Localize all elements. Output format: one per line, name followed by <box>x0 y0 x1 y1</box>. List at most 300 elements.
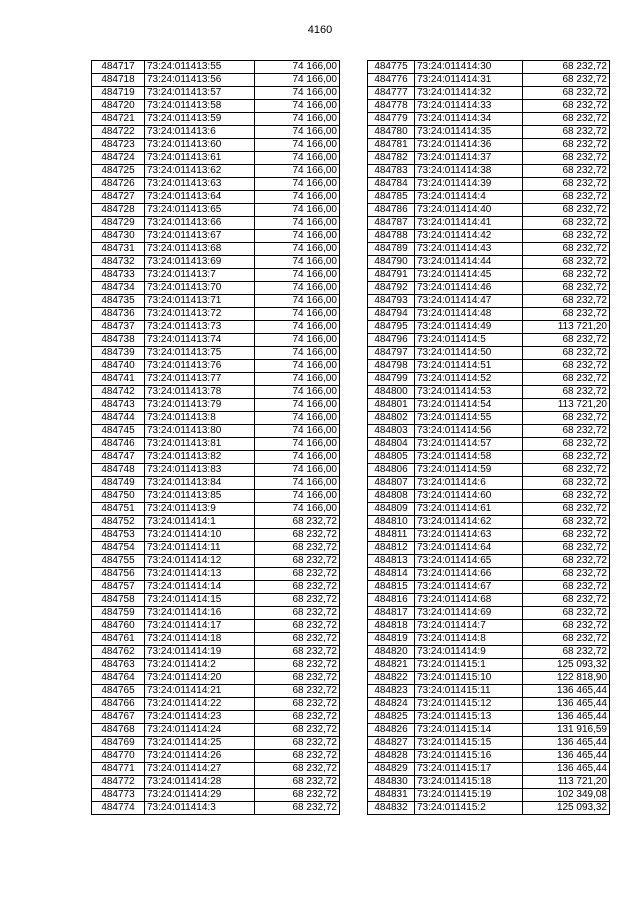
table-row <box>368 347 610 360</box>
table-row <box>368 698 610 711</box>
table-row <box>92 100 340 113</box>
table-row <box>368 243 610 256</box>
record-number-cell: 484801 <box>368 399 415 412</box>
table-row <box>368 126 610 139</box>
value-cell: 68 232,72 <box>523 542 610 555</box>
value-cell: 74 166,00 <box>255 269 340 282</box>
table-row <box>92 529 340 542</box>
cadastral-number-cell: 73:24:011414:3 <box>145 802 255 815</box>
table-row <box>368 360 610 373</box>
table-row <box>92 451 340 464</box>
record-number-cell: 484789 <box>368 243 415 256</box>
table-row <box>368 620 610 633</box>
cadastral-number-cell: 73:24:011414:25 <box>145 737 255 750</box>
cadastral-number-cell: 73:24:011415:13 <box>415 711 523 724</box>
table-row <box>92 620 340 633</box>
value-cell: 74 166,00 <box>255 438 340 451</box>
value-cell: 68 232,72 <box>523 529 610 542</box>
cadastral-number-cell: 73:24:011415:12 <box>415 698 523 711</box>
table-row <box>92 438 340 451</box>
value-cell: 74 166,00 <box>255 139 340 152</box>
cadastral-number-cell: 73:24:011414:19 <box>145 646 255 659</box>
record-number-cell: 484732 <box>92 256 145 269</box>
table-row <box>368 152 610 165</box>
value-cell: 68 232,72 <box>255 568 340 581</box>
cadastral-number-cell: 73:24:011414:13 <box>145 568 255 581</box>
cadastral-number-cell: 73:24:011415:16 <box>415 750 523 763</box>
value-cell: 68 232,72 <box>255 659 340 672</box>
record-number-cell: 484806 <box>368 464 415 477</box>
table-row <box>92 464 340 477</box>
cadastral-number-cell: 73:24:011414:57 <box>415 438 523 451</box>
record-number-cell: 484751 <box>92 503 145 516</box>
value-cell: 74 166,00 <box>255 87 340 100</box>
record-number-cell: 484738 <box>92 334 145 347</box>
record-number-cell: 484722 <box>92 126 145 139</box>
cadastral-number-cell: 73:24:011413:82 <box>145 451 255 464</box>
cadastral-number-cell: 73:24:011414:61 <box>415 503 523 516</box>
value-cell: 68 232,72 <box>523 74 610 87</box>
value-cell: 102 349,08 <box>523 789 610 802</box>
table-row <box>92 399 340 412</box>
cadastral-number-cell: 73:24:011414:66 <box>415 568 523 581</box>
cadastral-number-cell: 73:24:011414:8 <box>415 633 523 646</box>
value-cell: 68 232,72 <box>523 191 610 204</box>
record-number-cell: 484816 <box>368 594 415 607</box>
value-cell: 74 166,00 <box>255 256 340 269</box>
table-row <box>92 737 340 750</box>
record-number-cell: 484776 <box>368 74 415 87</box>
record-number-cell: 484745 <box>92 425 145 438</box>
table-row <box>368 594 610 607</box>
value-cell: 74 166,00 <box>255 464 340 477</box>
record-number-cell: 484808 <box>368 490 415 503</box>
record-number-cell: 484742 <box>92 386 145 399</box>
table-row <box>92 165 340 178</box>
record-number-cell: 484736 <box>92 308 145 321</box>
record-number-cell: 484759 <box>92 607 145 620</box>
table-row <box>92 230 340 243</box>
record-number-cell: 484781 <box>368 139 415 152</box>
table-row <box>92 373 340 386</box>
value-cell: 68 232,72 <box>523 230 610 243</box>
table-row <box>368 321 610 334</box>
table-row <box>368 607 610 620</box>
table-row <box>92 503 340 516</box>
value-cell: 68 232,72 <box>255 685 340 698</box>
cadastral-number-cell: 73:24:011414:11 <box>145 542 255 555</box>
record-number-cell: 484774 <box>92 802 145 815</box>
table-row <box>92 256 340 269</box>
table-row <box>368 711 610 724</box>
value-cell: 68 232,72 <box>523 61 610 74</box>
cadastral-number-cell: 73:24:011414:40 <box>415 204 523 217</box>
value-cell: 68 232,72 <box>523 295 610 308</box>
record-number-cell: 484814 <box>368 568 415 581</box>
value-cell: 68 232,72 <box>255 802 340 815</box>
record-number-cell: 484764 <box>92 672 145 685</box>
cadastral-number-cell: 73:24:011414:29 <box>145 789 255 802</box>
table-row <box>368 633 610 646</box>
table-row <box>92 347 340 360</box>
value-cell: 131 916,59 <box>523 724 610 737</box>
table-row <box>92 776 340 789</box>
value-cell: 74 166,00 <box>255 386 340 399</box>
value-cell: 68 232,72 <box>255 542 340 555</box>
table-row <box>92 607 340 620</box>
table-row <box>368 165 610 178</box>
table-row <box>92 750 340 763</box>
table-row <box>92 386 340 399</box>
value-cell: 68 232,72 <box>523 503 610 516</box>
value-cell: 68 232,72 <box>523 594 610 607</box>
record-number-cell: 484756 <box>92 568 145 581</box>
value-cell: 68 232,72 <box>255 516 340 529</box>
table-row <box>368 568 610 581</box>
cadastral-number-cell: 73:24:011414:41 <box>415 217 523 230</box>
table-row <box>92 243 340 256</box>
record-number-cell: 484818 <box>368 620 415 633</box>
record-number-cell: 484787 <box>368 217 415 230</box>
cadastral-number-cell: 73:24:011414:62 <box>415 516 523 529</box>
record-number-cell: 484740 <box>92 360 145 373</box>
value-cell: 68 232,72 <box>523 360 610 373</box>
table-row <box>92 126 340 139</box>
cadastral-number-cell: 73:24:011414:15 <box>145 594 255 607</box>
table-row <box>368 386 610 399</box>
record-number-cell: 484725 <box>92 165 145 178</box>
record-number-cell: 484810 <box>368 516 415 529</box>
table-row <box>92 295 340 308</box>
value-cell: 68 232,72 <box>523 126 610 139</box>
table-row <box>92 152 340 165</box>
cadastral-number-cell: 73:24:011415:11 <box>415 685 523 698</box>
record-number-cell: 484780 <box>368 126 415 139</box>
value-cell: 68 232,72 <box>255 724 340 737</box>
record-number-cell: 484762 <box>92 646 145 659</box>
table-row <box>368 282 610 295</box>
cadastral-number-cell: 73:24:011413:72 <box>145 308 255 321</box>
cadastral-number-cell: 73:24:011413:84 <box>145 477 255 490</box>
value-cell: 68 232,72 <box>523 568 610 581</box>
record-number-cell: 484813 <box>368 555 415 568</box>
cadastral-number-cell: 73:24:011414:48 <box>415 308 523 321</box>
value-cell: 68 232,72 <box>255 633 340 646</box>
cadastral-number-cell: 73:24:011414:46 <box>415 282 523 295</box>
cadastral-number-cell: 73:24:011414:21 <box>145 685 255 698</box>
record-number-cell: 484763 <box>92 659 145 672</box>
record-number-cell: 484734 <box>92 282 145 295</box>
table-row <box>92 763 340 776</box>
cadastral-number-cell: 73:24:011415:19 <box>415 789 523 802</box>
cadastral-number-cell: 73:24:011414:54 <box>415 399 523 412</box>
record-number-cell: 484766 <box>92 698 145 711</box>
cadastral-number-cell: 73:24:011414:59 <box>415 464 523 477</box>
cadastral-number-cell: 73:24:011414:65 <box>415 555 523 568</box>
value-cell: 68 232,72 <box>523 646 610 659</box>
cadastral-number-cell: 73:24:011414:9 <box>415 646 523 659</box>
value-cell: 74 166,00 <box>255 61 340 74</box>
table-row <box>92 711 340 724</box>
table-row <box>92 321 340 334</box>
value-cell: 68 232,72 <box>523 113 610 126</box>
cadastral-number-cell: 73:24:011413:79 <box>145 399 255 412</box>
value-cell: 68 232,72 <box>523 269 610 282</box>
record-number-cell: 484820 <box>368 646 415 659</box>
cadastral-number-cell: 73:24:011414:64 <box>415 542 523 555</box>
value-cell: 136 465,44 <box>523 698 610 711</box>
record-number-cell: 484731 <box>92 243 145 256</box>
value-cell: 74 166,00 <box>255 282 340 295</box>
cadastral-number-cell: 73:24:011415:14 <box>415 724 523 737</box>
value-cell: 68 232,72 <box>523 165 610 178</box>
record-number-cell: 484749 <box>92 477 145 490</box>
cadastral-number-cell: 73:24:011413:55 <box>145 61 255 74</box>
table-row <box>92 516 340 529</box>
cadastral-number-cell: 73:24:011413:78 <box>145 386 255 399</box>
record-number-cell: 484743 <box>92 399 145 412</box>
cadastral-number-cell: 73:24:011414:31 <box>415 74 523 87</box>
cadastral-number-cell: 73:24:011414:5 <box>415 334 523 347</box>
table-row <box>368 373 610 386</box>
value-cell: 68 232,72 <box>255 737 340 750</box>
record-number-cell: 484819 <box>368 633 415 646</box>
table-row <box>92 672 340 685</box>
cadastral-number-cell: 73:24:011414:14 <box>145 581 255 594</box>
record-number-cell: 484730 <box>92 230 145 243</box>
table-row <box>92 802 340 815</box>
cadastral-number-cell: 73:24:011414:53 <box>415 386 523 399</box>
cadastral-number-cell: 73:24:011413:85 <box>145 490 255 503</box>
table-row <box>92 191 340 204</box>
cadastral-number-cell: 73:24:011415:17 <box>415 763 523 776</box>
table-row <box>368 412 610 425</box>
value-cell: 68 232,72 <box>523 100 610 113</box>
record-number-cell: 484755 <box>92 555 145 568</box>
record-number-cell: 484741 <box>92 373 145 386</box>
cadastral-number-cell: 73:24:011414:50 <box>415 347 523 360</box>
value-cell: 136 465,44 <box>523 750 610 763</box>
cadastral-number-cell: 73:24:011413:81 <box>145 438 255 451</box>
table-row <box>368 230 610 243</box>
cadastral-number-cell: 73:24:011414:32 <box>415 87 523 100</box>
right-table-body <box>368 61 610 815</box>
table-row <box>92 477 340 490</box>
value-cell: 74 166,00 <box>255 373 340 386</box>
cadastral-number-cell: 73:24:011414:37 <box>415 152 523 165</box>
record-number-cell: 484760 <box>92 620 145 633</box>
table-row <box>368 542 610 555</box>
cadastral-number-cell: 73:24:011414:23 <box>145 711 255 724</box>
cadastral-number-cell: 73:24:011413:58 <box>145 100 255 113</box>
value-cell: 68 232,72 <box>523 581 610 594</box>
cadastral-number-cell: 73:24:011414:52 <box>415 373 523 386</box>
value-cell: 136 465,44 <box>523 685 610 698</box>
record-number-cell: 484733 <box>92 269 145 282</box>
record-number-cell: 484772 <box>92 776 145 789</box>
record-number-cell: 484720 <box>92 100 145 113</box>
value-cell: 68 232,72 <box>523 87 610 100</box>
cadastral-number-cell: 73:24:011413:65 <box>145 204 255 217</box>
value-cell: 125 093,32 <box>523 802 610 815</box>
value-cell: 74 166,00 <box>255 295 340 308</box>
table-row <box>92 698 340 711</box>
value-cell: 68 232,72 <box>255 529 340 542</box>
left-table-body <box>92 61 340 815</box>
record-number-cell: 484765 <box>92 685 145 698</box>
value-cell: 68 232,72 <box>523 477 610 490</box>
value-cell: 74 166,00 <box>255 451 340 464</box>
value-cell: 68 232,72 <box>255 672 340 685</box>
value-cell: 74 166,00 <box>255 74 340 87</box>
value-cell: 68 232,72 <box>523 204 610 217</box>
cadastral-number-cell: 73:24:011414:18 <box>145 633 255 646</box>
record-number-cell: 484786 <box>368 204 415 217</box>
cadastral-number-cell: 73:24:011413:73 <box>145 321 255 334</box>
record-number-cell: 484726 <box>92 178 145 191</box>
record-number-cell: 484752 <box>92 516 145 529</box>
record-number-cell: 484782 <box>368 152 415 165</box>
table-row <box>368 646 610 659</box>
cadastral-number-cell: 73:24:011413:80 <box>145 425 255 438</box>
record-number-cell: 484809 <box>368 503 415 516</box>
table-row <box>368 477 610 490</box>
record-number-cell: 484831 <box>368 789 415 802</box>
record-number-cell: 484793 <box>368 295 415 308</box>
cadastral-number-cell: 73:24:011413:9 <box>145 503 255 516</box>
table-row <box>368 217 610 230</box>
cadastral-number-cell: 73:24:011413:6 <box>145 126 255 139</box>
cadastral-number-cell: 73:24:011414:63 <box>415 529 523 542</box>
cadastral-number-cell: 73:24:011415:1 <box>415 659 523 672</box>
cadastral-number-cell: 73:24:011414:24 <box>145 724 255 737</box>
table-row <box>92 334 340 347</box>
cadastral-number-cell: 73:24:011414:60 <box>415 490 523 503</box>
value-cell: 74 166,00 <box>255 204 340 217</box>
table-row <box>368 74 610 87</box>
table-row <box>92 425 340 438</box>
value-cell: 125 093,32 <box>523 659 610 672</box>
record-number-cell: 484795 <box>368 321 415 334</box>
value-cell: 68 232,72 <box>523 555 610 568</box>
table-row <box>92 685 340 698</box>
value-cell: 68 232,72 <box>255 581 340 594</box>
cadastral-number-cell: 73:24:011414:1 <box>145 516 255 529</box>
cadastral-number-cell: 73:24:011413:75 <box>145 347 255 360</box>
value-cell: 74 166,00 <box>255 152 340 165</box>
table-row <box>368 204 610 217</box>
value-cell: 68 232,72 <box>255 646 340 659</box>
record-number-cell: 484794 <box>368 308 415 321</box>
value-cell: 68 232,72 <box>523 607 610 620</box>
record-number-cell: 484798 <box>368 360 415 373</box>
value-cell: 74 166,00 <box>255 230 340 243</box>
cadastral-number-cell: 73:24:011413:56 <box>145 74 255 87</box>
value-cell: 68 232,72 <box>255 776 340 789</box>
record-number-cell: 484829 <box>368 763 415 776</box>
record-number-cell: 484758 <box>92 594 145 607</box>
table-row <box>92 360 340 373</box>
cadastral-number-cell: 73:24:011414:17 <box>145 620 255 633</box>
record-number-cell: 484821 <box>368 659 415 672</box>
cadastral-number-cell: 73:24:011413:8 <box>145 412 255 425</box>
table-row <box>92 269 340 282</box>
record-number-cell: 484748 <box>92 464 145 477</box>
table-row <box>368 269 610 282</box>
value-cell: 74 166,00 <box>255 399 340 412</box>
value-cell: 68 232,72 <box>523 633 610 646</box>
table-row <box>92 178 340 191</box>
table-row <box>368 737 610 750</box>
cadastral-number-cell: 73:24:011414:26 <box>145 750 255 763</box>
record-number-cell: 484817 <box>368 607 415 620</box>
value-cell: 122 818,90 <box>523 672 610 685</box>
record-number-cell: 484753 <box>92 529 145 542</box>
table-row <box>368 438 610 451</box>
table-row <box>368 672 610 685</box>
cadastral-number-cell: 73:24:011413:76 <box>145 360 255 373</box>
cadastral-number-cell: 73:24:011413:63 <box>145 178 255 191</box>
record-number-cell: 484724 <box>92 152 145 165</box>
cadastral-number-cell: 73:24:011414:27 <box>145 763 255 776</box>
value-cell: 136 465,44 <box>523 737 610 750</box>
record-number-cell: 484768 <box>92 724 145 737</box>
record-number-cell: 484815 <box>368 581 415 594</box>
table-row <box>92 659 340 672</box>
value-cell: 68 232,72 <box>523 308 610 321</box>
record-number-cell: 484832 <box>368 802 415 815</box>
cadastral-number-cell: 73:24:011414:35 <box>415 126 523 139</box>
record-number-cell: 484827 <box>368 737 415 750</box>
value-cell: 68 232,72 <box>255 698 340 711</box>
record-number-cell: 484785 <box>368 191 415 204</box>
cadastral-number-cell: 73:24:011414:7 <box>415 620 523 633</box>
table-row <box>92 204 340 217</box>
table-row <box>368 685 610 698</box>
table-row <box>368 334 610 347</box>
value-cell: 74 166,00 <box>255 100 340 113</box>
value-cell: 74 166,00 <box>255 217 340 230</box>
table-row <box>92 139 340 152</box>
table-row <box>368 763 610 776</box>
table-row <box>92 113 340 126</box>
cadastral-number-cell: 73:24:011413:61 <box>145 152 255 165</box>
cadastral-number-cell: 73:24:011414:38 <box>415 165 523 178</box>
value-cell: 136 465,44 <box>523 711 610 724</box>
record-number-cell: 484796 <box>368 334 415 347</box>
value-cell: 74 166,00 <box>255 477 340 490</box>
table-row <box>92 633 340 646</box>
record-number-cell: 484770 <box>92 750 145 763</box>
record-number-cell: 484746 <box>92 438 145 451</box>
table-row <box>92 412 340 425</box>
value-cell: 68 232,72 <box>255 750 340 763</box>
cadastral-number-cell: 73:24:011414:34 <box>415 113 523 126</box>
record-number-cell: 484744 <box>92 412 145 425</box>
table-row <box>368 529 610 542</box>
cadastral-number-cell: 73:24:011414:67 <box>415 581 523 594</box>
record-number-cell: 484767 <box>92 711 145 724</box>
left-register-table <box>91 60 340 815</box>
table-row <box>368 113 610 126</box>
table-row <box>92 542 340 555</box>
value-cell: 74 166,00 <box>255 412 340 425</box>
table-row <box>92 581 340 594</box>
table-row <box>368 555 610 568</box>
record-number-cell: 484830 <box>368 776 415 789</box>
value-cell: 74 166,00 <box>255 165 340 178</box>
value-cell: 68 232,72 <box>523 490 610 503</box>
